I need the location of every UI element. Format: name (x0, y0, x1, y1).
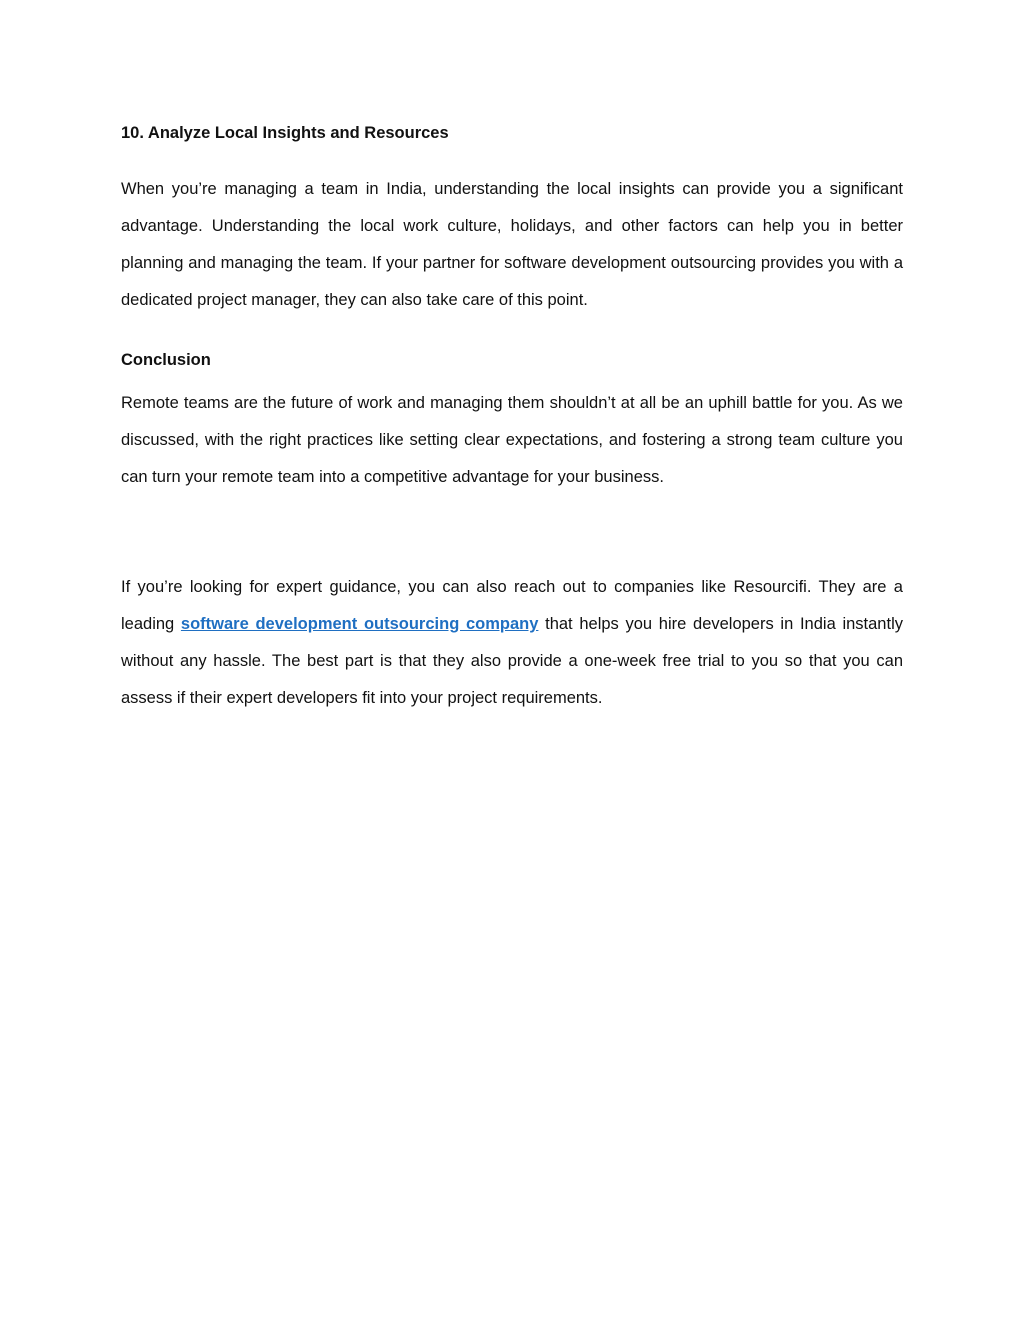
conclusion-paragraph: Remote teams are the future of work and managing them shouldn’t at all be an uphill battle for you. As we discussed, with the right practices like setting clear expectations, and fostering a strong team culture you can turn your remote team into a competitive advantage for your business. (121, 394, 903, 486)
conclusion-heading: Conclusion (121, 351, 211, 369)
final-paragraph-text-before-link: If you’re looking for expert guidance, you can also reach out to companies like Resourcifi. They are a leading (121, 578, 903, 633)
outsourcing-company-link[interactable]: software development outsourcing company (180, 615, 539, 633)
final-paragraph (121, 569, 903, 717)
final-paragraph-text-after-link: that helps you hire developers in India instantly without any hassle. The best part is that they also provide a one-week free trial to you so that you can assess if their expert developers fit into your project requirements. (121, 615, 903, 707)
section-heading: 10. Analyze Local Insights and Resources (121, 124, 449, 142)
section-paragraph: When you’re managing a team in India, understanding the local insights can provide you a significant advantage. Understanding the local work culture, holidays, and other factors can help you in better planning and managing the team. If your partner for software development outsourcing provides you with a dedicated project manager, they can also take care of this point. (121, 180, 903, 309)
